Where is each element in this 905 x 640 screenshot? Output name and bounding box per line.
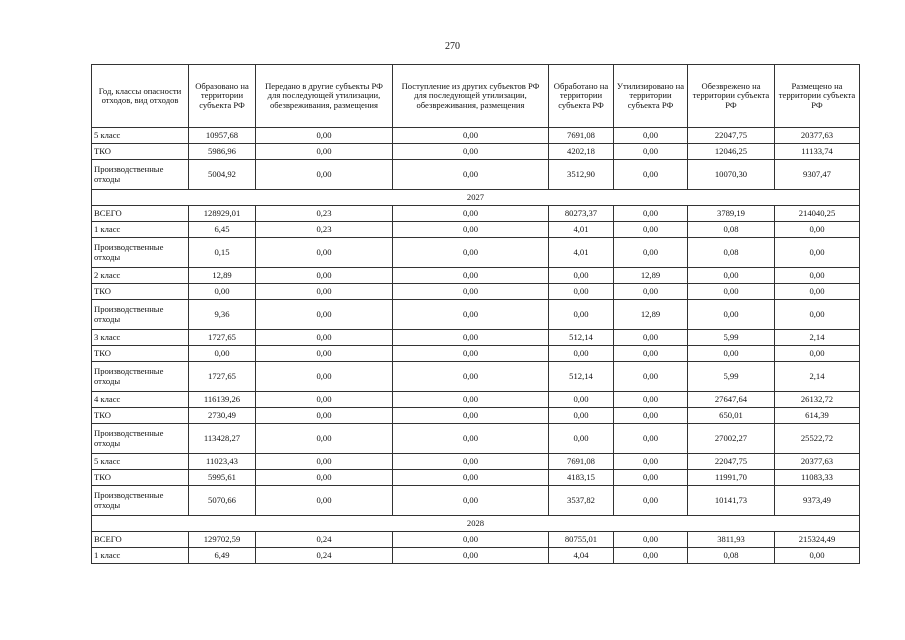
table-cell: 3512,90 — [549, 160, 614, 190]
table-cell: 26132,72 — [775, 392, 860, 408]
table-row — [92, 532, 860, 548]
table-cell: 11083,33 — [775, 470, 860, 486]
table-cell: 20377,63 — [775, 128, 860, 144]
table-cell: 0,00 — [256, 454, 393, 470]
table-cell: 2730,49 — [189, 408, 256, 424]
table-cell: 116139,26 — [189, 392, 256, 408]
table-cell: 4183,15 — [549, 470, 614, 486]
table-cell: 0,00 — [393, 284, 549, 300]
table-cell: 0,00 — [256, 284, 393, 300]
table-cell: 5986,96 — [189, 144, 256, 160]
column-header: Поступление из других субъектов РФ для последующей утилизации, обезвреживания, размещения — [393, 65, 549, 128]
table-cell: 0,00 — [614, 144, 688, 160]
table-cell: 2,14 — [775, 330, 860, 346]
table-cell: 0,00 — [614, 470, 688, 486]
table-row — [92, 238, 860, 268]
table-cell: 0,00 — [614, 532, 688, 548]
row-label: 1 класс — [92, 222, 189, 238]
table-cell: 11023,43 — [189, 454, 256, 470]
row-label: 1 класс — [92, 548, 189, 564]
table-cell: 0,00 — [549, 268, 614, 284]
table-cell: 0,00 — [256, 144, 393, 160]
table-cell: 0,00 — [256, 486, 393, 516]
table-cell: 80755,01 — [549, 532, 614, 548]
table-row — [92, 222, 860, 238]
table-row — [92, 486, 860, 516]
table-cell: 512,14 — [549, 362, 614, 392]
table-cell: 10070,30 — [688, 160, 775, 190]
table-cell: 5,99 — [688, 330, 775, 346]
table-cell: 9307,47 — [775, 160, 860, 190]
table-cell: 12,89 — [614, 268, 688, 284]
table-cell: 0,00 — [189, 346, 256, 362]
table-cell: 12046,25 — [688, 144, 775, 160]
column-header: Образовано на территории субъекта РФ — [189, 65, 256, 128]
table-cell: 0,00 — [688, 284, 775, 300]
table-cell: 0,24 — [256, 532, 393, 548]
table-cell: 0,00 — [549, 300, 614, 330]
table-cell: 0,00 — [614, 128, 688, 144]
table-cell: 0,00 — [614, 206, 688, 222]
table-cell: 0,00 — [393, 362, 549, 392]
table-cell: 22047,75 — [688, 128, 775, 144]
column-header: Обезврежено на территории субъекта РФ — [688, 65, 775, 128]
table-cell: 0,00 — [393, 392, 549, 408]
table-row — [92, 548, 860, 564]
year-row — [92, 190, 860, 206]
table-cell: 11133,74 — [775, 144, 860, 160]
table-cell: 0,00 — [256, 424, 393, 454]
table-cell: 4202,18 — [549, 144, 614, 160]
table-cell: 0,00 — [256, 160, 393, 190]
table-cell: 27647,64 — [688, 392, 775, 408]
table-row — [92, 392, 860, 408]
table-cell: 5004,92 — [189, 160, 256, 190]
column-header: Передано в другие субъекты РФ для последующей утилизации, обезвреживания, размещения — [256, 65, 393, 128]
row-label: Производственные отходы — [92, 238, 189, 268]
table-cell: 0,00 — [775, 222, 860, 238]
table-cell: 0,00 — [549, 424, 614, 454]
row-label: Производственные отходы — [92, 300, 189, 330]
table-cell: 0,00 — [393, 330, 549, 346]
table-cell: 0,23 — [256, 222, 393, 238]
row-label: ТКО — [92, 284, 189, 300]
table-cell: 0,00 — [393, 128, 549, 144]
table-cell: 0,00 — [775, 300, 860, 330]
year-label: 2028 — [92, 516, 860, 532]
table-body — [92, 128, 860, 564]
table-cell: 0,00 — [256, 300, 393, 330]
table-cell: 0,00 — [688, 346, 775, 362]
table-cell: 9,36 — [189, 300, 256, 330]
table-cell: 0,00 — [393, 268, 549, 284]
row-label: Производственные отходы — [92, 486, 189, 516]
table-cell: 6,45 — [189, 222, 256, 238]
table-cell: 0,23 — [256, 206, 393, 222]
table-cell: 0,24 — [256, 548, 393, 564]
table-cell: 6,49 — [189, 548, 256, 564]
table-cell: 0,00 — [256, 330, 393, 346]
table-row — [92, 362, 860, 392]
waste-table — [91, 64, 860, 564]
table-cell: 0,00 — [256, 268, 393, 284]
table-cell: 0,00 — [614, 284, 688, 300]
table-cell: 0,08 — [688, 548, 775, 564]
table-cell: 0,00 — [614, 408, 688, 424]
table-row — [92, 284, 860, 300]
row-label: 5 класс — [92, 128, 189, 144]
table-row — [92, 268, 860, 284]
table-cell: 0,00 — [256, 346, 393, 362]
row-label: ТКО — [92, 144, 189, 160]
table-cell: 22047,75 — [688, 454, 775, 470]
table-cell: 12,89 — [614, 300, 688, 330]
table-cell: 0,00 — [549, 346, 614, 362]
column-header: Утилизировано на территории субъекта РФ — [614, 65, 688, 128]
table-cell: 614,39 — [775, 408, 860, 424]
table-cell: 4,01 — [549, 238, 614, 268]
table-row — [92, 346, 860, 362]
table-cell: 0,00 — [393, 206, 549, 222]
table-cell: 0,00 — [614, 486, 688, 516]
table-cell: 7691,08 — [549, 128, 614, 144]
page-number: 270 — [445, 41, 460, 52]
table-cell: 0,00 — [393, 470, 549, 486]
table-cell: 0,00 — [393, 532, 549, 548]
table-cell: 20377,63 — [775, 454, 860, 470]
column-header: Размещено на территории субъекта РФ — [775, 65, 860, 128]
table-cell: 10957,68 — [189, 128, 256, 144]
table-cell: 0,00 — [393, 144, 549, 160]
table-cell: 0,15 — [189, 238, 256, 268]
row-label: Производственные отходы — [92, 362, 189, 392]
table-cell: 0,00 — [393, 408, 549, 424]
table-cell: 1727,65 — [189, 330, 256, 346]
row-label: Производственные отходы — [92, 424, 189, 454]
row-label: 5 класс — [92, 454, 189, 470]
table-cell: 2,14 — [775, 362, 860, 392]
table-cell: 0,00 — [256, 238, 393, 268]
table-cell: 0,00 — [775, 346, 860, 362]
table-cell: 5995,61 — [189, 470, 256, 486]
table-cell: 0,00 — [393, 486, 549, 516]
table-cell: 0,00 — [189, 284, 256, 300]
table-cell: 80273,37 — [549, 206, 614, 222]
row-label: 3 класс — [92, 330, 189, 346]
table-cell: 1727,65 — [189, 362, 256, 392]
table-cell: 9373,49 — [775, 486, 860, 516]
table-cell: 0,00 — [775, 548, 860, 564]
year-label: 2027 — [92, 190, 860, 206]
table-cell: 0,00 — [549, 408, 614, 424]
table-cell: 0,00 — [256, 470, 393, 486]
table-cell: 0,08 — [688, 238, 775, 268]
table-cell: 0,00 — [256, 408, 393, 424]
year-row — [92, 516, 860, 532]
row-label: 2 класс — [92, 268, 189, 284]
row-label: ТКО — [92, 408, 189, 424]
table-cell: 0,00 — [393, 222, 549, 238]
table-cell: 650,01 — [688, 408, 775, 424]
table-cell: 27002,27 — [688, 424, 775, 454]
table-cell: 0,00 — [614, 362, 688, 392]
table-cell: 0,00 — [614, 454, 688, 470]
table-cell: 0,00 — [393, 160, 549, 190]
table-row — [92, 330, 860, 346]
table-cell: 129702,59 — [189, 532, 256, 548]
table-cell: 0,00 — [614, 424, 688, 454]
table-cell: 0,00 — [256, 392, 393, 408]
table-cell: 0,00 — [393, 300, 549, 330]
table-row — [92, 128, 860, 144]
table-cell: 0,00 — [393, 454, 549, 470]
table-cell: 7691,08 — [549, 454, 614, 470]
column-header: Обработано на территории субъекта РФ — [549, 65, 614, 128]
table-cell: 113428,27 — [189, 424, 256, 454]
table-cell: 0,00 — [614, 222, 688, 238]
table-cell: 0,00 — [614, 238, 688, 268]
row-label: Производственные отходы — [92, 160, 189, 190]
table-cell: 3789,19 — [688, 206, 775, 222]
table-cell: 0,00 — [614, 392, 688, 408]
table-cell: 0,00 — [775, 268, 860, 284]
table-row — [92, 300, 860, 330]
table-cell: 0,00 — [614, 330, 688, 346]
table-cell: 4,04 — [549, 548, 614, 564]
table-cell: 0,00 — [614, 346, 688, 362]
column-header: Год, классы опасности отходов, вид отходов — [92, 65, 189, 128]
table-cell: 5,99 — [688, 362, 775, 392]
table-cell: 0,00 — [775, 284, 860, 300]
table-row — [92, 408, 860, 424]
table-row — [92, 424, 860, 454]
table-cell: 5070,66 — [189, 486, 256, 516]
table-cell: 10141,73 — [688, 486, 775, 516]
table-row — [92, 160, 860, 190]
table-cell: 0,00 — [614, 160, 688, 190]
table-cell: 0,00 — [688, 300, 775, 330]
table-cell: 0,00 — [393, 346, 549, 362]
table-cell: 0,00 — [614, 548, 688, 564]
table-cell: 0,00 — [393, 548, 549, 564]
row-label: ВСЕГО — [92, 206, 189, 222]
table-row — [92, 470, 860, 486]
table-cell: 12,89 — [189, 268, 256, 284]
table-cell: 0,00 — [775, 238, 860, 268]
row-label: ТКО — [92, 346, 189, 362]
table-cell: 25522,72 — [775, 424, 860, 454]
table-cell: 11991,70 — [688, 470, 775, 486]
table-cell: 0,00 — [256, 362, 393, 392]
table-cell: 512,14 — [549, 330, 614, 346]
table-cell: 0,00 — [393, 424, 549, 454]
table-cell: 0,08 — [688, 222, 775, 238]
row-label: 4 класс — [92, 392, 189, 408]
table-cell: 0,00 — [688, 268, 775, 284]
header-row — [92, 65, 860, 128]
table-cell: 4,01 — [549, 222, 614, 238]
table-row — [92, 206, 860, 222]
table-cell: 128929,01 — [189, 206, 256, 222]
table-row — [92, 454, 860, 470]
table-cell: 215324,49 — [775, 532, 860, 548]
table-cell: 3537,82 — [549, 486, 614, 516]
table-cell: 0,00 — [549, 392, 614, 408]
table-cell: 3811,93 — [688, 532, 775, 548]
table-cell: 0,00 — [256, 128, 393, 144]
table-cell: 0,00 — [393, 238, 549, 268]
table-cell: 214040,25 — [775, 206, 860, 222]
table-row — [92, 144, 860, 160]
row-label: ВСЕГО — [92, 532, 189, 548]
table-cell: 0,00 — [549, 284, 614, 300]
row-label: ТКО — [92, 470, 189, 486]
